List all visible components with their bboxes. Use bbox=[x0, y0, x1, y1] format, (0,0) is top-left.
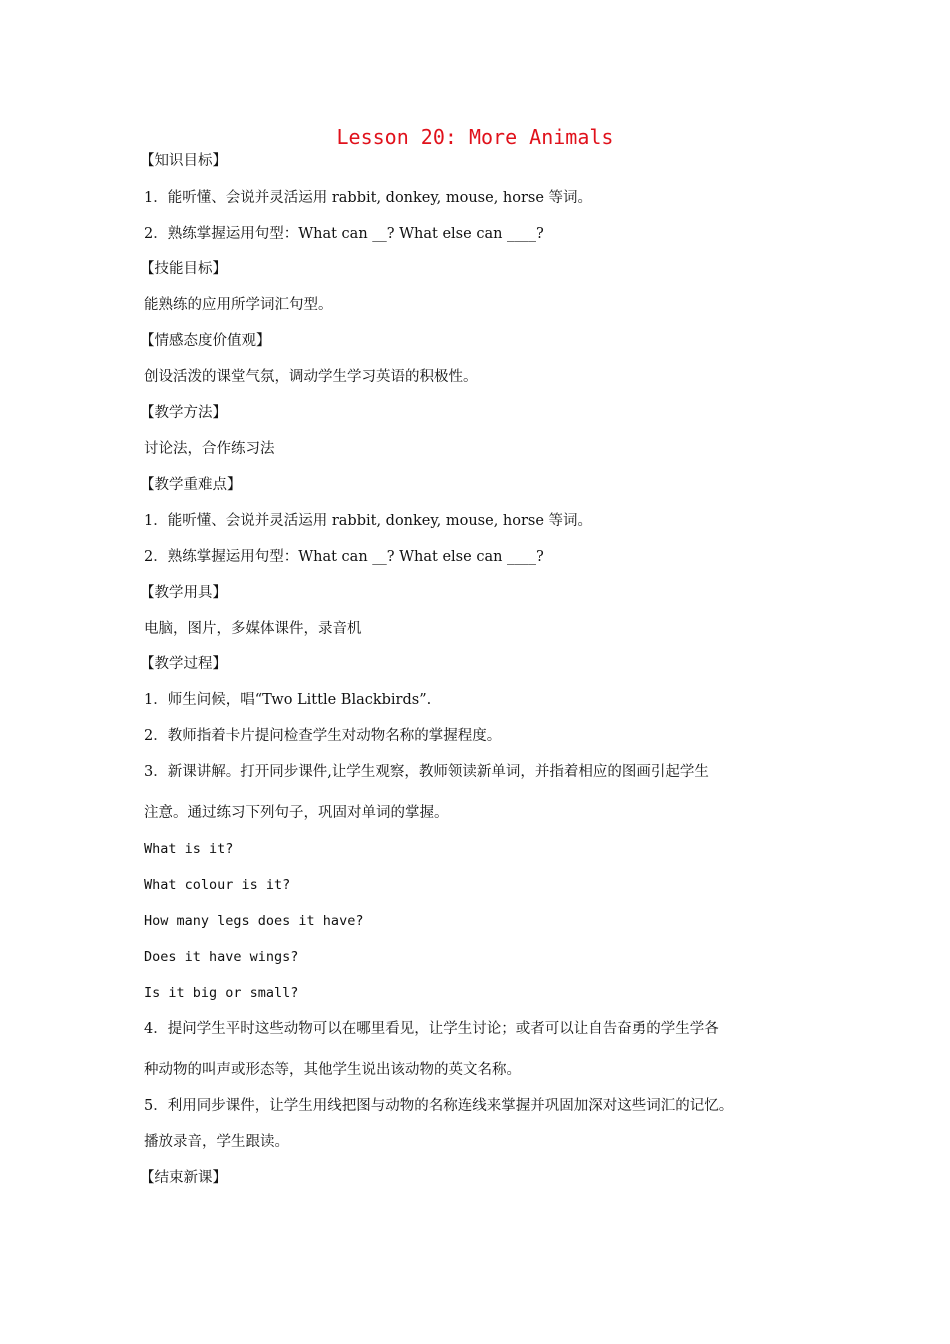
key-point-2: 2．熟练掌握运用句型：What can __? What else can ____? bbox=[144, 549, 544, 565]
section-heading-knowledge-goals: 【知识目标】 bbox=[140, 153, 227, 169]
practice-sentence: How many legs does it have? bbox=[144, 913, 364, 929]
process-step-1: 1．师生问候，唱“Two Little Blackbirds”. bbox=[144, 692, 432, 708]
practice-sentence: Is it big or small? bbox=[144, 985, 299, 1001]
section-heading-closing: 【结束新课】 bbox=[140, 1170, 227, 1186]
section-heading-teaching-process: 【教学过程】 bbox=[140, 656, 227, 672]
practice-sentence: What colour is it? bbox=[144, 877, 291, 893]
skill-goal-text: 能熟练的应用所学词汇句型。 bbox=[144, 297, 333, 313]
practice-sentence: Does it have wings? bbox=[144, 949, 299, 965]
section-heading-skill-goals: 【技能目标】 bbox=[140, 261, 227, 277]
knowledge-goal-1: 1．能听懂、会说并灵活运用 rabbit, donkey, mouse, horse 等词。 bbox=[144, 190, 593, 206]
section-heading-attitude-values: 【情感态度价值观】 bbox=[140, 333, 271, 349]
key-point-1: 1．能听懂、会说并灵活运用 rabbit, donkey, mouse, horse 等词。 bbox=[144, 513, 593, 529]
process-step-4: 4．提问学生平时这些动物可以在哪里看见，让学生讨论；或者可以让自告奋勇的学生学各 bbox=[144, 1021, 719, 1037]
process-step-5-continued: 播放录音，学生跟读。 bbox=[144, 1134, 289, 1150]
practice-sentence: What is it? bbox=[144, 841, 234, 857]
process-step-3-continued: 注意。通过练习下列句子，巩固对单词的掌握。 bbox=[144, 805, 449, 821]
section-heading-teaching-tools: 【教学用具】 bbox=[140, 585, 227, 601]
section-heading-teaching-methods: 【教学方法】 bbox=[140, 405, 227, 421]
process-step-3: 3．新课讲解。打开同步课件,让学生观察，教师领读新单词，并指着相应的图画引起学生 bbox=[144, 764, 709, 780]
section-heading-key-points: 【教学重难点】 bbox=[140, 477, 242, 493]
teaching-methods-text: 讨论法，合作练习法 bbox=[144, 441, 275, 457]
teaching-tools-text: 电脑，图片，多媒体课件，录音机 bbox=[144, 621, 362, 637]
process-step-2: 2．教师指着卡片提问检查学生对动物名称的掌握程度。 bbox=[144, 728, 502, 744]
knowledge-goal-2: 2．熟练掌握运用句型：What can __? What else can ____? bbox=[144, 226, 544, 242]
process-step-5: 5．利用同步课件，让学生用线把图与动物的名称连线来掌握并巩固加深对这些词汇的记忆。 bbox=[144, 1098, 734, 1114]
process-step-4-continued: 种动物的叫声或形态等，其他学生说出该动物的英文名称。 bbox=[144, 1062, 521, 1078]
page-title: Lesson 20: More Animals bbox=[336, 125, 614, 149]
attitude-values-text: 创设活泼的课堂气氛，调动学生学习英语的积极性。 bbox=[144, 369, 478, 385]
